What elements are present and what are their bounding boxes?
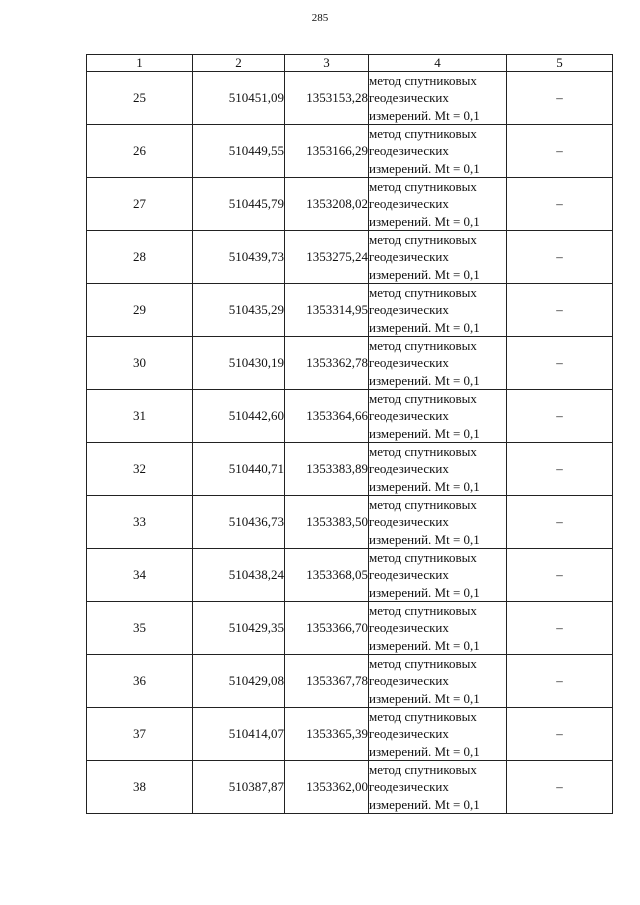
page-number: 285 — [311, 12, 329, 24]
method-cell — [369, 655, 507, 708]
y-coordinate-cell: 1353365,39 — [285, 708, 369, 761]
point-number-cell: 30 — [87, 337, 193, 390]
method-text-line: измерений. Mt = 0,1 — [369, 584, 480, 600]
method-cell — [369, 549, 507, 602]
method-text-line: метод спутниковых — [369, 73, 477, 88]
x-coordinate-cell: 510387,87 — [193, 761, 285, 814]
method-text-line: геодезических — [369, 408, 449, 424]
point-number-cell: 27 — [87, 178, 193, 231]
point-number-cell: 33 — [87, 496, 193, 549]
method-text-line: измерений. Mt = 0,1 — [369, 478, 480, 494]
method-text-line: метод спутниковых — [369, 126, 477, 141]
method-text-line: измерений. Mt = 0,1 — [369, 690, 480, 706]
method-text-line: геодезических — [369, 514, 449, 530]
method-cell — [369, 761, 507, 814]
point-number-cell: 25 — [87, 72, 193, 125]
y-coordinate-cell: 1353362,00 — [285, 761, 369, 814]
method-text-line: метод спутниковых — [369, 179, 477, 194]
method-text-line: метод спутниковых — [369, 391, 477, 406]
x-coordinate-cell: 510439,73 — [193, 231, 285, 284]
table-row — [87, 655, 613, 708]
method-text-line: геодезических — [369, 567, 449, 583]
method-text-line: геодезических — [369, 779, 449, 795]
method-cell — [369, 708, 507, 761]
y-coordinate-cell: 1353383,50 — [285, 496, 369, 549]
point-number-cell: 29 — [87, 284, 193, 337]
method-text-line: измерений. Mt = 0,1 — [369, 425, 480, 441]
y-coordinate-cell: 1353383,89 — [285, 443, 369, 496]
x-coordinate-cell: 510442,60 — [193, 390, 285, 443]
table-body — [87, 72, 613, 814]
method-text-line: геодезических — [369, 461, 449, 477]
header-col-1: 1 — [87, 55, 193, 72]
method-text-line: измерений. Mt = 0,1 — [369, 637, 480, 653]
method-text-line: измерений. Mt = 0,1 — [369, 372, 480, 388]
method-text-line: метод спутниковых — [369, 603, 477, 618]
method-cell — [369, 496, 507, 549]
y-coordinate-cell: 1353364,66 — [285, 390, 369, 443]
x-coordinate-cell: 510436,73 — [193, 496, 285, 549]
point-number-cell: 32 — [87, 443, 193, 496]
method-text-line: геодезических — [369, 673, 449, 689]
method-cell — [369, 284, 507, 337]
note-cell: – — [507, 655, 613, 708]
method-text-line: метод спутниковых — [369, 550, 477, 565]
note-cell: – — [507, 231, 613, 284]
note-cell: – — [507, 125, 613, 178]
method-text-line: измерений. Mt = 0,1 — [369, 796, 480, 812]
y-coordinate-cell: 1353366,70 — [285, 602, 369, 655]
x-coordinate-cell: 510438,24 — [193, 549, 285, 602]
method-text-line: измерений. Mt = 0,1 — [369, 266, 480, 282]
y-coordinate-cell: 1353153,28 — [285, 72, 369, 125]
header-col-3: 3 — [285, 55, 369, 72]
y-coordinate-cell: 1353368,05 — [285, 549, 369, 602]
method-cell — [369, 125, 507, 178]
note-cell: – — [507, 178, 613, 231]
x-coordinate-cell: 510451,09 — [193, 72, 285, 125]
point-number-cell: 38 — [87, 761, 193, 814]
method-text-line: метод спутниковых — [369, 285, 477, 300]
method-cell — [369, 337, 507, 390]
method-text-line: измерений. Mt = 0,1 — [369, 107, 480, 123]
point-number-cell: 34 — [87, 549, 193, 602]
y-coordinate-cell: 1353208,02 — [285, 178, 369, 231]
note-cell: – — [507, 284, 613, 337]
point-number-cell: 35 — [87, 602, 193, 655]
header-col-5: 5 — [507, 55, 613, 72]
x-coordinate-cell: 510449,55 — [193, 125, 285, 178]
y-coordinate-cell: 1353367,78 — [285, 655, 369, 708]
point-number-cell: 26 — [87, 125, 193, 178]
method-cell — [369, 72, 507, 125]
y-coordinate-cell: 1353166,29 — [285, 125, 369, 178]
header-col-2: 2 — [193, 55, 285, 72]
note-cell: – — [507, 496, 613, 549]
method-text-line: измерений. Mt = 0,1 — [369, 531, 480, 547]
point-number-cell: 37 — [87, 708, 193, 761]
method-text-line: метод спутниковых — [369, 762, 477, 777]
y-coordinate-cell: 1353275,24 — [285, 231, 369, 284]
note-cell: – — [507, 337, 613, 390]
y-coordinate-cell: 1353314,95 — [285, 284, 369, 337]
x-coordinate-cell: 510429,08 — [193, 655, 285, 708]
y-coordinate-cell: 1353362,78 — [285, 337, 369, 390]
note-cell: – — [507, 390, 613, 443]
note-cell: – — [507, 72, 613, 125]
method-text-line: измерений. Mt = 0,1 — [369, 319, 480, 335]
table-row — [87, 496, 613, 549]
point-number-cell: 36 — [87, 655, 193, 708]
method-text-line: метод спутниковых — [369, 338, 477, 353]
note-cell: – — [507, 602, 613, 655]
table-row — [87, 125, 613, 178]
method-text-line: геодезических — [369, 620, 449, 636]
method-text-line: метод спутниковых — [369, 232, 477, 247]
method-text-line: геодезических — [369, 143, 449, 159]
point-number-cell: 28 — [87, 231, 193, 284]
note-cell: – — [507, 443, 613, 496]
table-row — [87, 178, 613, 231]
method-text-line: измерений. Mt = 0,1 — [369, 213, 480, 229]
method-cell — [369, 443, 507, 496]
method-text-line: измерений. Mt = 0,1 — [369, 160, 480, 176]
method-cell — [369, 178, 507, 231]
x-coordinate-cell: 510429,35 — [193, 602, 285, 655]
table-row — [87, 708, 613, 761]
note-cell: – — [507, 708, 613, 761]
x-coordinate-cell: 510435,29 — [193, 284, 285, 337]
method-text-line: геодезических — [369, 726, 449, 742]
x-coordinate-cell: 510445,79 — [193, 178, 285, 231]
method-cell — [369, 602, 507, 655]
method-text-line: геодезических — [369, 249, 449, 265]
method-text-line: метод спутниковых — [369, 709, 477, 724]
table-row — [87, 761, 613, 814]
table-header-row — [87, 55, 613, 72]
method-text-line: метод спутниковых — [369, 444, 477, 459]
coordinates-table — [86, 54, 613, 814]
table-row — [87, 72, 613, 125]
table-row — [87, 549, 613, 602]
header-col-4: 4 — [369, 55, 507, 72]
x-coordinate-cell: 510440,71 — [193, 443, 285, 496]
note-cell: – — [507, 761, 613, 814]
method-text-line: измерений. Mt = 0,1 — [369, 743, 480, 759]
method-text-line: метод спутниковых — [369, 656, 477, 671]
x-coordinate-cell: 510430,19 — [193, 337, 285, 390]
method-text-line: геодезических — [369, 90, 449, 106]
table-row — [87, 231, 613, 284]
table-row — [87, 337, 613, 390]
table-row — [87, 284, 613, 337]
method-cell — [369, 390, 507, 443]
point-number-cell: 31 — [87, 390, 193, 443]
method-text-line: метод спутниковых — [369, 497, 477, 512]
method-cell — [369, 231, 507, 284]
table-row — [87, 602, 613, 655]
method-text-line: геодезических — [369, 302, 449, 318]
table-row — [87, 443, 613, 496]
table-row — [87, 390, 613, 443]
note-cell: – — [507, 549, 613, 602]
method-text-line: геодезических — [369, 196, 449, 212]
method-text-line: геодезических — [369, 355, 449, 371]
x-coordinate-cell: 510414,07 — [193, 708, 285, 761]
